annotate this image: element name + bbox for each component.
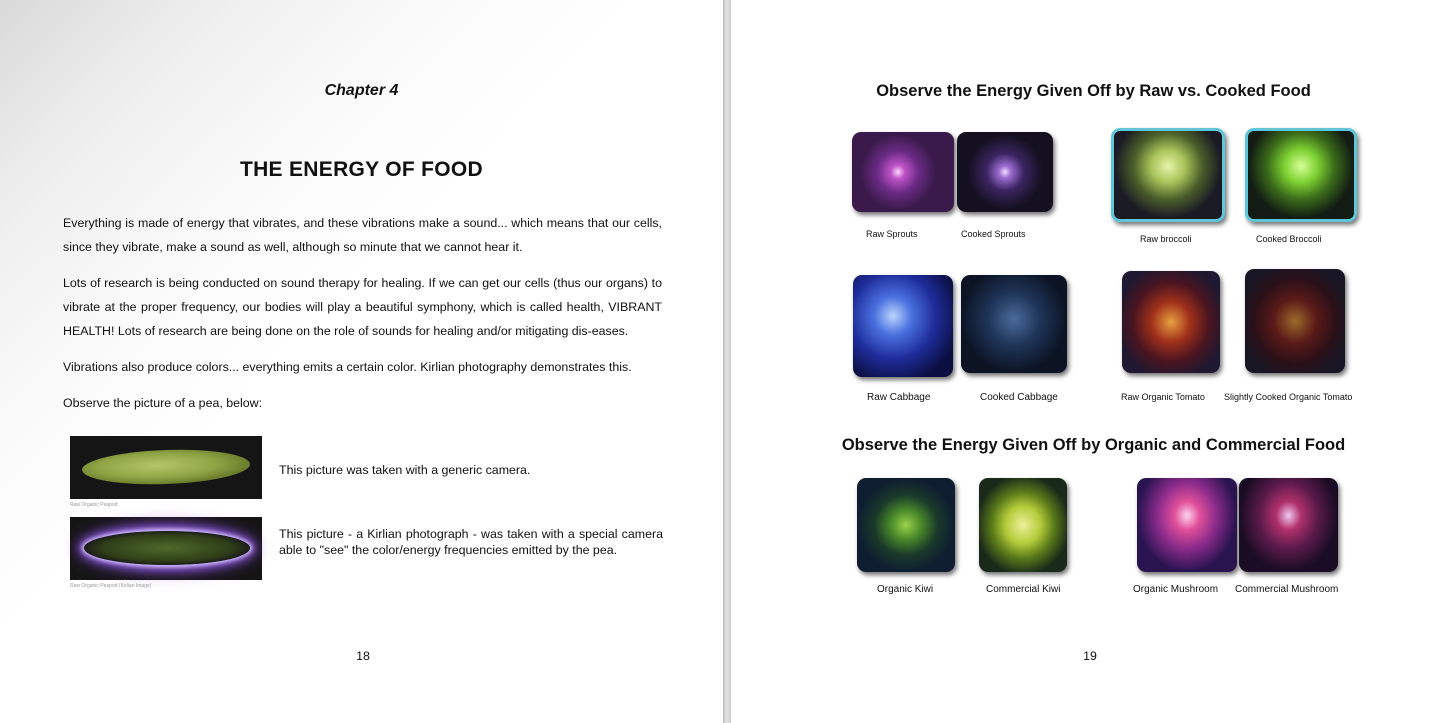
paragraph-4: Observe the picture of a pea, below:: [63, 396, 263, 410]
label-raw-broccoli: Raw broccoli: [1140, 234, 1192, 244]
chapter-title: THE ENERGY OF FOOD: [239, 158, 484, 181]
heading-organic-vs-commercial: Observe the Energy Given Off by Organic and Commercial Food: [841, 436, 1346, 454]
paragraph-1: Everything is made of energy that vibrates, and these vibrations make a sound... which means that our cells, since they vibrate, make a sound as well, although so minute that we cannot hear it.: [63, 216, 662, 254]
label-cooked-sprouts: Cooked Sprouts: [961, 229, 1026, 239]
raw-cabbage-image: [853, 275, 953, 377]
cooked-sprouts-image: [957, 132, 1053, 212]
label-raw-cabbage: Raw Cabbage: [867, 392, 931, 403]
raw-tomato-image: [1122, 271, 1220, 373]
pea-photo: [70, 436, 262, 499]
pea-kirlian-caption: Raw Organic Peapod (Kirlian Image): [70, 583, 152, 589]
label-cooked-cabbage: Cooked Cabbage: [980, 392, 1058, 403]
book-gutter: [723, 0, 731, 723]
commercial-kiwi-image: [979, 478, 1067, 572]
organic-kiwi-image: [857, 478, 955, 572]
organic-mushroom-image: [1137, 478, 1237, 572]
raw-sprouts-image: [852, 132, 954, 212]
heading-raw-vs-cooked: Observe the Energy Given Off by Raw vs. Cooked Food: [876, 82, 1311, 100]
left-page: [0, 0, 723, 723]
label-cooked-tomato: Slightly Cooked Organic Tomato: [1224, 392, 1353, 402]
label-raw-sprouts: Raw Sprouts: [866, 229, 918, 239]
label-organic-mushroom: Organic Mushroom: [1133, 584, 1219, 595]
cooked-cabbage-image: [961, 275, 1067, 373]
paragraph-3: Vibrations also produce colors... everything emits a certain color. Kirlian photography demonstrates this.: [63, 360, 632, 374]
caption-generic-camera: This picture was taken with a generic camera.: [279, 463, 531, 477]
page-number-left: 18: [356, 649, 370, 663]
label-raw-tomato: Raw Organic Tomato: [1121, 392, 1205, 402]
right-page: [731, 0, 1456, 723]
cooked-broccoli-image: [1245, 128, 1357, 222]
pea-photo-caption: Raw Organic Peapod: [70, 502, 118, 508]
caption-kirlian-camera: This picture - a Kirlian photograph - was taken with a special camera able to "see" the color/energy frequencies emitted by the pea.: [279, 527, 663, 557]
raw-broccoli-image: [1111, 128, 1225, 222]
label-cooked-broccoli: Cooked Broccoli: [1256, 234, 1322, 244]
cooked-tomato-image: [1245, 269, 1345, 373]
paragraph-2: Lots of research is being conducted on sound therapy for healing. If we can get our cells (thus our organs) to vibrate at the proper frequency, our bodies will play a beautiful symphony, which is called health, VIBRANT HEALTH! Lots of research are being done on the role of sounds for healing and/or mitigating dis-eases.: [63, 276, 662, 338]
chapter-label: Chapter 4: [324, 82, 399, 99]
label-commercial-kiwi: Commercial Kiwi: [986, 584, 1061, 595]
page-number-right: 19: [1083, 649, 1097, 663]
commercial-mushroom-image: [1239, 478, 1338, 572]
label-organic-kiwi: Organic Kiwi: [877, 584, 934, 595]
pea-kirlian-photo: [70, 517, 262, 580]
label-commercial-mushroom: Commercial Mushroom: [1235, 584, 1339, 595]
